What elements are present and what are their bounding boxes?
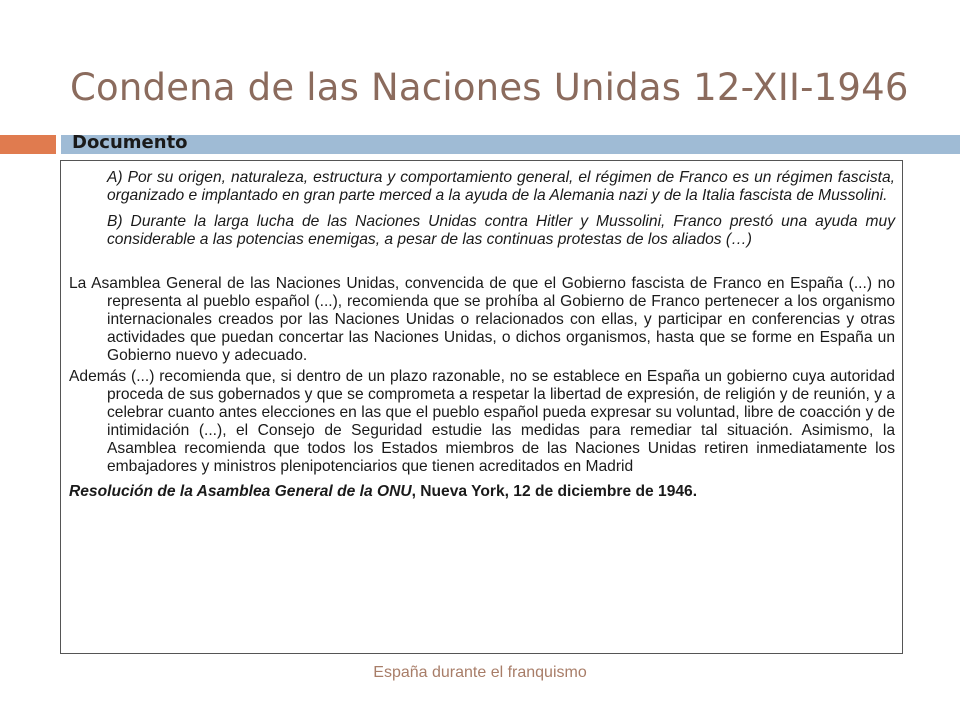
slide-title: Condena de las Naciones Unidas 12-XII-1946 (70, 66, 909, 109)
section-label: Documento (72, 132, 188, 153)
citation-place-date: , Nueva York, 12 de diciembre de 1946. (411, 483, 698, 500)
quote-a: A) Por su origen, naturaleza, estructura y comportamiento general, el régimen de Franco es un régimen fascista, organizado e implantado en gran parte merced a la ayuda de la Alemania nazi y de la Italia fascista de Mussolini. (107, 169, 895, 204)
accent-bar (0, 135, 56, 154)
quote-b: B) Durante la larga lucha de las Naciones Unidas contra Hitler y Mussolini, Franco prestó una ayuda muy considerable a las potencias enemigas, a pesar de las continuas protestas de los aliados (…) (107, 213, 895, 248)
footer-text: España durante el franquismo (373, 664, 587, 681)
document-box (60, 160, 903, 654)
section-header-bar (61, 135, 960, 154)
source-citation (69, 483, 895, 501)
citation-title: Resolución de la Asamblea General de la ONU (69, 483, 412, 500)
resolution-paragraph-1: La Asamblea General de las Naciones Unidas, convencida de que el Gobierno fascista de Franco en España (...) no representa al pueblo español (...), recomienda que se prohíba al Gobierno de Franco pertenecer a los organismo internacionales creados por las Naciones Unidas o relacionados con ellas, y participar en conferencias y otras actividades que puedan concertar las Naciones Unidas, o dichos organismos, hasta que se forme en España un Gobierno nuevo y adecuado. (69, 275, 895, 364)
resolution-paragraph-2: Además (...) recomienda que, si dentro de un plazo razonable, no se establece en España un gobierno cuya autoridad proceda de sus gobernados y que se comprometa a respetar la libertad de expresión, de religión y de reunión, y a celebrar cuanto antes elecciones en las que el pueblo español pueda expresar su voluntad, libre de coacción y de intimidación (...), el Consejo de Seguridad estudie las medidas para remediar tal situación. Asimismo, la Asamblea recomienda que todos los Estados miembros de las Naciones Unidas retiren inmediatamente los embajadores y ministros plenipotenciarios que tienen acreditados en Madrid (69, 368, 895, 475)
